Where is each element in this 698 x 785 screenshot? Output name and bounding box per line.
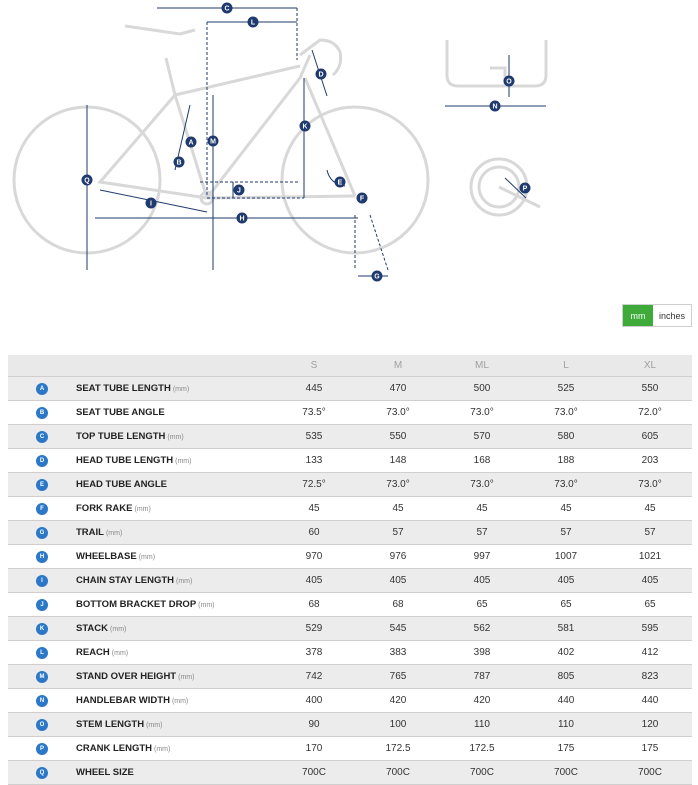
value-cell-xl: 203 [608,449,692,473]
measurement-key-badge: C [36,431,48,443]
row-key-cell [8,425,76,449]
value-cell-l: 805 [524,665,608,689]
value-cell-xl: 120 [608,713,692,737]
measurement-key-badge: N [36,695,48,707]
dimension-marker-a [186,137,197,148]
value-cell-s: 700C [272,761,356,785]
unit-mm-button[interactable]: mm [623,305,653,326]
dimension-marker-k [300,121,311,132]
table-row [8,449,692,473]
row-name-cell [76,641,272,665]
value-cell-m: 172.5 [356,737,440,761]
value-cell-s: 535 [272,425,356,449]
svg-text:O: O [506,78,512,86]
value-cell-s: 742 [272,665,356,689]
dimension-marker-c [222,3,233,14]
row-key-cell [8,545,76,569]
size-header-l: L [524,355,608,377]
svg-text:K: K [302,123,308,131]
value-cell-m: 405 [356,569,440,593]
value-cell-l: 402 [524,641,608,665]
measurement-unit: (mm) [176,578,193,585]
row-key-cell [8,521,76,545]
value-cell-s: 529 [272,617,356,641]
value-cell-xl: 175 [608,737,692,761]
value-cell-l: 175 [524,737,608,761]
measurement-name: TOP TUBE LENGTH [76,431,166,442]
value-cell-l: 45 [524,497,608,521]
value-cell-s: 970 [272,545,356,569]
value-cell-xl: 550 [608,377,692,401]
measurement-name: FORK RAKE [76,503,133,514]
value-cell-xl: 823 [608,665,692,689]
table-header-row [8,355,692,377]
table-row [8,401,692,425]
row-key-cell [8,665,76,689]
svg-text:E: E [337,179,343,187]
value-cell-m: 68 [356,593,440,617]
measurement-unit: (mm) [110,626,127,633]
value-cell-m: 420 [356,689,440,713]
measurement-name: TRAIL [76,527,104,538]
measurement-unit: (mm) [167,434,184,441]
value-cell-xl: 405 [608,569,692,593]
measurement-key-badge: F [36,503,48,515]
dimension-marker-l [248,17,259,28]
table-row [8,377,692,401]
measurement-key-badge: H [36,551,48,563]
value-cell-l: 580 [524,425,608,449]
value-cell-s: 405 [272,569,356,593]
row-key-cell [8,617,76,641]
value-cell-l: 1007 [524,545,608,569]
measurement-key-badge: P [36,743,48,755]
table-row [8,665,692,689]
value-cell-xl: 72.0° [608,401,692,425]
value-cell-l: 73.0° [524,473,608,497]
table-row [8,425,692,449]
value-cell-xl: 595 [608,617,692,641]
value-cell-ml: 57 [440,521,524,545]
row-name-cell [76,545,272,569]
row-key-cell [8,737,76,761]
measurement-name: STAND OVER HEIGHT [76,671,177,682]
value-cell-ml: 405 [440,569,524,593]
svg-text:P: P [522,185,528,193]
value-cell-m: 383 [356,641,440,665]
dimension-marker-j [234,185,245,196]
row-key-cell [8,497,76,521]
row-key-cell [8,377,76,401]
dimension-marker-m [208,136,219,147]
value-cell-xl: 73.0° [608,473,692,497]
value-cell-m: 765 [356,665,440,689]
value-cell-ml: 500 [440,377,524,401]
bike-frame-drawing [14,26,546,253]
value-cell-l: 188 [524,449,608,473]
svg-text:I: I [150,200,152,208]
value-cell-l: 581 [524,617,608,641]
dimension-marker-d [316,69,327,80]
row-name-cell [76,473,272,497]
value-cell-l: 73.0° [524,401,608,425]
measurement-name: HANDLEBAR WIDTH [76,695,170,706]
measurement-unit: (mm) [178,674,195,681]
measurement-name: SEAT TUBE ANGLE [76,407,165,418]
value-cell-l: 110 [524,713,608,737]
row-name-cell [76,425,272,449]
measurement-name: WHEELBASE [76,551,137,562]
measurement-key-badge: I [36,575,48,587]
value-cell-xl: 700C [608,761,692,785]
measurement-key-badge: L [36,647,48,659]
value-cell-s: 400 [272,689,356,713]
row-name-cell [76,521,272,545]
row-name-cell [76,497,272,521]
measurement-name: REACH [76,647,110,658]
table-row [8,689,692,713]
row-key-cell [8,569,76,593]
measurement-name: HEAD TUBE ANGLE [76,479,167,490]
dimension-marker-n [490,101,501,112]
header-key-cell [8,355,76,377]
measurement-key-badge: G [36,527,48,539]
value-cell-m: 148 [356,449,440,473]
value-cell-s: 170 [272,737,356,761]
measurement-unit: (mm) [146,722,163,729]
dimension-marker-b [174,157,185,168]
value-cell-m: 550 [356,425,440,449]
measurement-unit: (mm) [111,650,129,657]
row-name-cell [76,449,272,473]
dimension-lines [87,5,546,276]
measurement-key-badge: D [36,455,48,467]
value-cell-l: 57 [524,521,608,545]
svg-text:Q: Q [84,177,90,185]
row-name-cell [76,593,272,617]
value-cell-xl: 1021 [608,545,692,569]
svg-text:A: A [188,139,194,147]
unit-toggle [622,304,692,327]
measurement-name: BOTTOM BRACKET DROP [76,599,197,610]
row-key-cell [8,401,76,425]
measurement-name: HEAD TUBE LENGTH [76,455,174,466]
value-cell-xl: 45 [608,497,692,521]
measurement-unit: (mm) [172,386,190,393]
value-cell-ml: 562 [440,617,524,641]
value-cell-s: 378 [272,641,356,665]
svg-text:M: M [210,138,216,146]
value-cell-s: 60 [272,521,356,545]
row-key-cell [8,713,76,737]
geometry-table [8,355,692,785]
size-header-ml: ML [440,355,524,377]
svg-text:L: L [250,19,256,27]
value-cell-ml: 45 [440,497,524,521]
row-name-cell [76,377,272,401]
dimension-marker-f [357,193,368,204]
measurement-key-badge: O [36,719,48,731]
measurement-key-badge: M [36,671,48,683]
measurement-name: STEM LENGTH [76,719,145,730]
svg-text:N: N [492,103,498,111]
svg-text:F: F [359,195,365,203]
svg-text:G: G [374,273,380,281]
dimension-marker-g [372,271,383,282]
value-cell-ml: 65 [440,593,524,617]
dimension-marker-i [146,198,157,209]
value-cell-m: 57 [356,521,440,545]
measurement-key-badge: J [36,599,48,611]
row-key-cell [8,473,76,497]
row-name-cell [76,665,272,689]
header-name-cell [76,355,272,377]
dimension-marker-o [504,76,515,87]
measurement-name: CRANK LENGTH [76,743,152,754]
value-cell-m: 73.0° [356,473,440,497]
value-cell-ml: 172.5 [440,737,524,761]
value-cell-xl: 605 [608,425,692,449]
value-cell-ml: 570 [440,425,524,449]
value-cell-xl: 412 [608,641,692,665]
row-name-cell [76,689,272,713]
svg-text:H: H [239,215,245,223]
value-cell-ml: 787 [440,665,524,689]
svg-text:B: B [176,159,182,167]
value-cell-l: 440 [524,689,608,713]
dimension-marker-e [335,177,346,188]
value-cell-xl: 57 [608,521,692,545]
measurement-key-badge: E [36,479,48,491]
value-cell-m: 100 [356,713,440,737]
row-name-cell [76,713,272,737]
svg-text:J: J [237,187,241,195]
geometry-diagram [0,0,698,300]
dimension-marker-p [520,183,531,194]
value-cell-l: 700C [524,761,608,785]
measurement-name: CHAIN STAY LENGTH [76,575,175,586]
table-row [8,737,692,761]
measurement-unit: (mm) [198,602,215,609]
svg-text:D: D [318,71,324,79]
row-key-cell [8,593,76,617]
value-cell-ml: 110 [440,713,524,737]
value-cell-s: 90 [272,713,356,737]
size-header-s: S [272,355,356,377]
table-row [8,497,692,521]
measurement-unit: (mm) [134,506,151,513]
unit-inches-button[interactable]: inches [653,305,691,326]
value-cell-ml: 420 [440,689,524,713]
value-cell-xl: 65 [608,593,692,617]
measurement-unit: (mm) [105,530,123,537]
svg-text:C: C [224,5,230,13]
value-cell-s: 73.5° [272,401,356,425]
value-cell-ml: 168 [440,449,524,473]
value-cell-ml: 997 [440,545,524,569]
dimension-marker-h [237,213,248,224]
measurement-key-badge: Q [36,767,48,779]
table-row [8,473,692,497]
measurement-unit: (mm) [171,698,189,705]
row-name-cell [76,617,272,641]
value-cell-s: 133 [272,449,356,473]
value-cell-xl: 440 [608,689,692,713]
value-cell-m: 700C [356,761,440,785]
value-cell-s: 445 [272,377,356,401]
dimension-marker-q [82,175,93,186]
table-row [8,593,692,617]
measurement-name: SEAT TUBE LENGTH [76,383,171,394]
value-cell-m: 470 [356,377,440,401]
value-cell-ml: 398 [440,641,524,665]
row-name-cell [76,569,272,593]
value-cell-m: 73.0° [356,401,440,425]
value-cell-ml: 73.0° [440,473,524,497]
row-key-cell [8,449,76,473]
value-cell-s: 68 [272,593,356,617]
table-row [8,569,692,593]
value-cell-s: 45 [272,497,356,521]
value-cell-l: 525 [524,377,608,401]
size-header-xl: XL [608,355,692,377]
size-header-m: M [356,355,440,377]
value-cell-l: 65 [524,593,608,617]
table-row [8,545,692,569]
value-cell-m: 976 [356,545,440,569]
row-key-cell [8,641,76,665]
measurement-name: STACK [76,623,109,634]
measurement-name: WHEEL SIZE [76,767,134,778]
row-name-cell [76,737,272,761]
value-cell-s: 72.5° [272,473,356,497]
table-row [8,713,692,737]
table-row [8,521,692,545]
value-cell-ml: 73.0° [440,401,524,425]
measurement-key-badge: A [36,383,48,395]
value-cell-l: 405 [524,569,608,593]
value-cell-m: 545 [356,617,440,641]
table-row [8,617,692,641]
row-key-cell [8,689,76,713]
value-cell-ml: 700C [440,761,524,785]
measurement-unit: (mm) [154,746,171,753]
row-name-cell [76,401,272,425]
measurement-key-badge: B [36,407,48,419]
measurement-key-badge: K [36,623,48,635]
measurement-unit: (mm) [138,554,156,561]
measurement-unit: (mm) [175,458,192,465]
table-row [8,641,692,665]
value-cell-m: 45 [356,497,440,521]
